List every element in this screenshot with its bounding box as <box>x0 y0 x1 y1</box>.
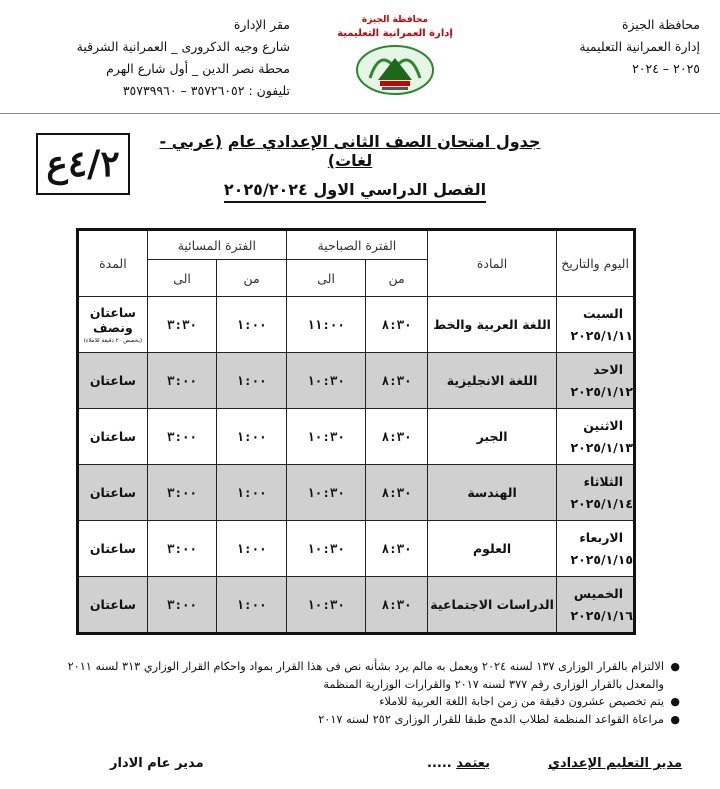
evening-to-cell: ٣:٠٠ <box>147 409 217 465</box>
approve-dots: ..... <box>427 756 452 771</box>
subject-cell: العلوم <box>427 521 556 577</box>
morning-from-cell: ٨:٣٠ <box>366 577 428 634</box>
notes-section <box>30 658 680 728</box>
morning-from-cell: ٨:٣٠ <box>366 409 428 465</box>
note-text: الالتزام بالقرار الوزارى ١٣٧ لسنه ٢٠٢٤ ويعمل به مالم يرد بشأنه نص فى هذا القرار بمواد واحكام القرار الوزاري ٣١٣ لسنه ٢٠١١ والمعدل بالقرار الوزارى رقم ٣٧٧ لسنه ٢٠١٧ والقرارات الوزارية المنظمة <box>67 660 664 691</box>
phone-line: تليفون : ٣٥٧٢٦٠٥٢ – ٣٥٧٣٩٩٦٠ <box>122 83 290 98</box>
header-right-block <box>480 14 700 80</box>
note-item <box>30 711 680 729</box>
subject-cell: الدراسات الاجتماعية <box>427 577 556 634</box>
note-text: يتم تخصيص عشرون دقيقة من زمن اجابة اللغة العربية للاملاء <box>379 695 664 708</box>
day-name: الثلاثاء <box>583 473 623 489</box>
day-date-cell <box>557 353 635 409</box>
schedule-title-qualifier: (عربي - لغات) <box>159 132 373 170</box>
day-date-cell <box>557 297 635 353</box>
subject-cell: الهندسة <box>427 465 556 521</box>
exam-date: ٢٠٢٥/١/١٢ <box>570 383 633 399</box>
table-row <box>78 465 635 521</box>
duration-cell <box>78 297 148 353</box>
governorate-label: محافظة الجيزة <box>621 17 700 32</box>
day-date-cell <box>557 521 635 577</box>
prep-director-label: مدير التعليم الإعدادي <box>548 756 682 771</box>
evening-to-cell: ٣:٠٠ <box>147 577 217 634</box>
subject-cell: الجبر <box>427 409 556 465</box>
table-row <box>78 521 635 577</box>
morning-to-cell: ١٠:٣٠ <box>286 577 366 634</box>
note-item <box>30 693 680 711</box>
evening-from-cell: ١:٠٠ <box>217 409 287 465</box>
header-morning-period: الفترة الصباحية <box>286 230 427 260</box>
duration-cell: ساعتان <box>78 521 148 577</box>
academic-year-label: ٢٠٢٥ – ٢٠٢٤ <box>632 61 700 76</box>
evening-from-cell: ١:٠٠ <box>217 465 287 521</box>
form-code: ٤/٢ع <box>46 143 120 185</box>
table-row <box>78 297 635 353</box>
morning-to-cell: ١٠:٣٠ <box>286 465 366 521</box>
approve-label: يعتمد <box>456 756 490 771</box>
schedule-title <box>140 132 560 170</box>
header-evening-period: الفترة المسائية <box>147 230 286 260</box>
exam-date: ٢٠٢٥/١/١٥ <box>570 551 633 567</box>
table-row <box>78 577 635 634</box>
administration-label: إدارة العمرانية التعليمية <box>579 39 700 54</box>
day-name: الاحد <box>593 361 623 377</box>
header-duration: المدة <box>78 230 148 297</box>
logo-text-arc: إدارة العمرانية التعليمية <box>337 28 453 39</box>
bullet-icon: ● <box>670 712 680 726</box>
header-evening-to: الى <box>147 260 217 297</box>
header-day-date: اليوم والتاريخ <box>557 230 635 297</box>
day-date-cell <box>557 577 635 634</box>
morning-to-cell: ١٠:٣٠ <box>286 409 366 465</box>
logo-text-top: محافظة الجيزة <box>361 15 429 25</box>
morning-to-cell: ١٠:٣٠ <box>286 353 366 409</box>
bullet-icon: ● <box>670 695 680 708</box>
evening-to-cell: ٣:٠٠ <box>147 465 217 521</box>
duration-value: ساعتان ونصف <box>89 305 136 335</box>
note-text: مراعاة القواعد المنظمة لطلاب الدمج طبقا للقرار الوزارى ٢٥٢ لسنه ٢٠١٧ <box>318 712 664 726</box>
signature-prep-director <box>548 756 682 771</box>
duration-cell: ساعتان <box>78 577 148 634</box>
exam-date: ٢٠٢٥/١/١١ <box>570 327 633 343</box>
evening-to-cell: ٣:٣٠ <box>147 297 217 353</box>
signature-approval <box>290 756 490 771</box>
day-name: الاربعاء <box>579 529 623 545</box>
exam-date: ٢٠٢٥/١/١٣ <box>570 439 633 455</box>
duration-note: (يخصص ٢٠ دقيقة للاملاء) <box>83 338 143 344</box>
evening-from-cell: ١:٠٠ <box>217 353 287 409</box>
administration-logo <box>330 8 460 104</box>
evening-from-cell: ١:٠٠ <box>217 521 287 577</box>
hq-label: مقر الإدارة <box>233 17 290 32</box>
morning-to-cell: ١١:٠٠ <box>286 297 366 353</box>
subject-cell: اللغة الانجليزية <box>427 353 556 409</box>
address-line-1: شارع وجيه الدكرورى _ العمرانية الشرقية <box>76 39 290 54</box>
day-date-cell <box>557 465 635 521</box>
address-line-2: محطة نصر الدين _ أول شارع الهرم <box>106 61 290 76</box>
header-morning-from: من <box>366 260 428 297</box>
morning-from-cell: ٨:٣٠ <box>366 297 428 353</box>
morning-from-cell: ٨:٣٠ <box>366 465 428 521</box>
form-code-box <box>36 133 130 195</box>
evening-from-cell: ١:٠٠ <box>217 297 287 353</box>
evening-to-cell: ٣:٠٠ <box>147 521 217 577</box>
day-date-cell <box>557 409 635 465</box>
header-divider <box>0 113 720 114</box>
schedule-title-main: جدول امتحان الصف الثانى الإعدادي عام <box>227 132 541 151</box>
evening-to-cell: ٣:٠٠ <box>147 353 217 409</box>
header-subject: المادة <box>427 230 556 297</box>
morning-to-cell: ١٠:٣٠ <box>286 521 366 577</box>
signature-general-director <box>110 756 204 771</box>
exam-schedule-table <box>76 228 636 635</box>
duration-cell: ساعتان <box>78 465 148 521</box>
table-header-row-1 <box>78 230 635 260</box>
subject-cell: اللغة العربية والخط <box>427 297 556 353</box>
duration-cell: ساعتان <box>78 409 148 465</box>
bullet-icon: ● <box>670 660 680 673</box>
header-left-block <box>30 14 290 102</box>
exam-date: ٢٠٢٥/١/١٦ <box>570 607 633 623</box>
header-evening-from: من <box>217 260 287 297</box>
term-title <box>220 180 490 199</box>
general-director-label: مدير عام الادار <box>110 756 204 771</box>
exam-date: ٢٠٢٥/١/١٤ <box>570 495 633 511</box>
table-row <box>78 409 635 465</box>
morning-from-cell: ٨:٣٠ <box>366 353 428 409</box>
header-morning-to: الى <box>286 260 366 297</box>
table-row <box>78 353 635 409</box>
note-item <box>30 658 680 693</box>
day-name: السبت <box>582 305 623 321</box>
evening-from-cell: ١:٠٠ <box>217 577 287 634</box>
term-title-text: الفصل الدراسي الاول ٢٠٢٥/٢٠٢٤ <box>224 180 486 203</box>
day-name: الخميس <box>573 585 623 601</box>
duration-cell: ساعتان <box>78 353 148 409</box>
morning-from-cell: ٨:٣٠ <box>366 521 428 577</box>
day-name: الاثنين <box>583 417 623 433</box>
